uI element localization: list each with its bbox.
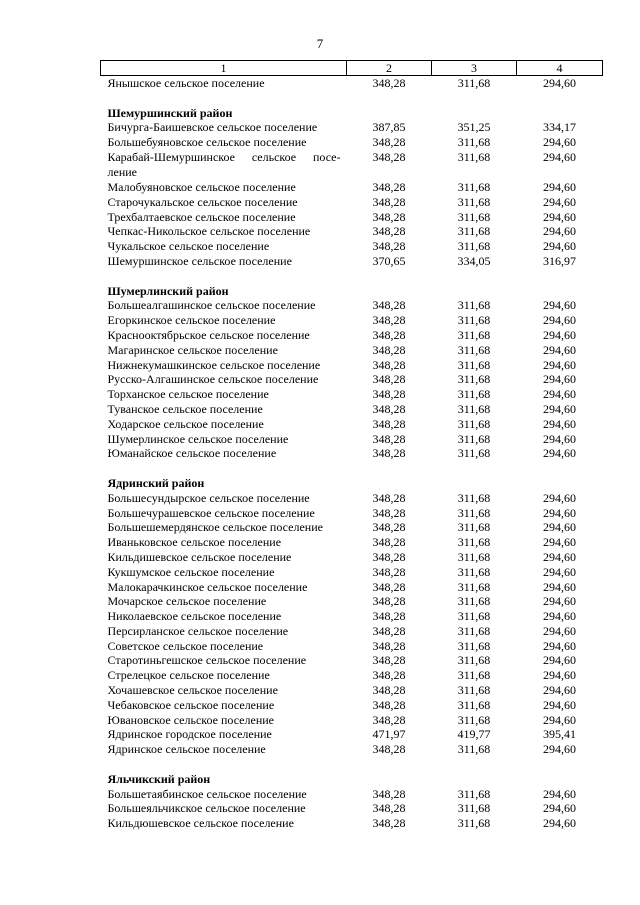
- district-heading: Яльчикский район: [107, 771, 211, 786]
- value-col-3: 311,68: [457, 209, 491, 224]
- spacer-row: [101, 269, 603, 284]
- value-col-3: 311,68: [457, 239, 491, 254]
- value-col-2: 348,28: [372, 683, 406, 698]
- value-col-2: 348,28: [372, 135, 406, 150]
- table-header-row: [101, 61, 603, 76]
- table-row: [101, 180, 603, 195]
- settlement-name: Мочарское сельское поселение: [107, 594, 267, 609]
- value-col-3: 311,68: [457, 535, 491, 550]
- value-col-4: 294,60: [543, 135, 576, 150]
- value-col-4: 294,60: [543, 505, 576, 520]
- settlement-name: Егоркинское сельское поселение: [107, 313, 276, 328]
- settlement-name: Шумерлинское сельское поселение: [107, 431, 289, 446]
- page-number: 7: [316, 36, 324, 51]
- table-row: [101, 372, 603, 387]
- value-col-4: 294,60: [543, 342, 576, 357]
- table-row: [101, 446, 603, 461]
- value-col-2: 471,97: [372, 727, 406, 742]
- column-header-4: 4: [517, 61, 603, 76]
- spacer-cell: [101, 91, 603, 106]
- value-col-3: 311,68: [457, 653, 491, 668]
- value-col-4: 294,60: [543, 594, 576, 609]
- settlement-name: Нижнекумашкинское сельское поселение: [107, 357, 321, 372]
- spacer-row: [101, 91, 603, 106]
- value-col-4: 294,60: [543, 535, 576, 550]
- value-col-3: 311,68: [457, 697, 491, 712]
- value-col-3: 311,68: [457, 609, 491, 624]
- district-heading-row: [101, 106, 603, 121]
- value-col-4: 294,60: [543, 549, 576, 564]
- value-col-3: 311,68: [457, 313, 491, 328]
- value-col-2: 348,28: [372, 786, 406, 801]
- spacer-cell: [101, 757, 603, 772]
- spacer-row: [101, 757, 603, 772]
- value-col-2: 348,28: [372, 549, 406, 564]
- value-col-3: 311,68: [457, 149, 491, 164]
- table-row: [101, 520, 603, 535]
- table-row: [101, 298, 603, 313]
- table-row: [101, 313, 603, 328]
- table-row: [101, 76, 603, 91]
- value-col-2: 348,28: [372, 342, 406, 357]
- value-col-2: 348,28: [372, 564, 406, 579]
- settlement-name: Трехбалтаевское сельское поселение: [107, 209, 296, 224]
- value-col-4: 294,60: [543, 76, 576, 90]
- value-col-4: 294,60: [543, 653, 576, 668]
- table-row: [101, 506, 603, 521]
- spacer-cell: [101, 461, 603, 476]
- table-row: [101, 387, 603, 402]
- value-col-3: 311,68: [457, 564, 491, 579]
- settlement-name: Большеалгашинское сельское поселение: [107, 298, 316, 313]
- value-col-4: 294,60: [543, 816, 576, 831]
- settlement-name: Торханское сельское поселение: [107, 387, 269, 402]
- table-row: [101, 727, 603, 742]
- settlement-name: Большетаябинское сельское поселение: [107, 786, 307, 801]
- table-row: [101, 432, 603, 447]
- district-heading-row: [101, 772, 603, 787]
- table-row: [101, 135, 603, 150]
- value-col-2: 348,28: [372, 387, 406, 402]
- value-col-3: 311,68: [457, 579, 491, 594]
- value-col-4: 294,60: [543, 801, 576, 816]
- table-row: [101, 417, 603, 432]
- table-row: [101, 787, 603, 802]
- table-row: [101, 358, 603, 373]
- table-row: [101, 624, 603, 639]
- value-col-3: 311,68: [457, 490, 491, 505]
- value-col-2: 348,28: [372, 609, 406, 624]
- value-col-3: 311,68: [457, 416, 491, 431]
- settlement-name: Хочашевское сельское поселение: [107, 683, 278, 698]
- value-col-3: 311,68: [457, 135, 491, 150]
- district-heading-row: [101, 284, 603, 299]
- value-col-2: 348,28: [372, 224, 406, 239]
- table-row: [101, 639, 603, 654]
- value-col-3: 311,68: [457, 431, 491, 446]
- value-col-3: 419,77: [457, 727, 491, 742]
- value-col-3: 351,25: [457, 120, 491, 135]
- spacer-row: [101, 461, 603, 476]
- value-col-3: 311,68: [457, 342, 491, 357]
- value-col-2: 348,28: [372, 742, 406, 757]
- value-col-2: 348,28: [372, 712, 406, 727]
- value-col-2: 348,28: [372, 298, 406, 313]
- value-col-2: 348,28: [372, 594, 406, 609]
- value-col-2: 348,28: [372, 638, 406, 653]
- district-heading-row: [101, 476, 603, 491]
- settlement-name: Малобуяновское сельское поселение: [107, 179, 296, 194]
- value-col-2: 348,28: [372, 431, 406, 446]
- table-row: [101, 224, 603, 239]
- settlement-name: Русско-Алгашинское сельское поселение: [107, 372, 319, 387]
- settlement-name: Янышское сельское поселение: [107, 76, 265, 90]
- settlement-name: Иваньковское сельское поселение: [107, 535, 282, 550]
- value-col-4: 294,60: [543, 179, 576, 194]
- table-row: [101, 343, 603, 358]
- value-col-4: 294,60: [543, 416, 576, 431]
- value-col-3: 311,68: [457, 387, 491, 402]
- value-col-4: 294,60: [543, 623, 576, 638]
- table-row: [101, 239, 603, 254]
- settlement-name: Николаевское сельское поселение: [107, 609, 282, 624]
- value-col-4: 294,60: [543, 313, 576, 328]
- value-col-4: 294,60: [543, 224, 576, 239]
- settlement-name: Стрелецкое сельское поселение: [107, 668, 270, 683]
- table-row: [101, 801, 603, 816]
- value-col-4: 294,60: [543, 401, 576, 416]
- value-col-4: 294,60: [543, 579, 576, 594]
- value-col-2: 348,28: [372, 668, 406, 683]
- value-col-3: 311,68: [457, 668, 491, 683]
- value-col-2: 348,28: [372, 76, 406, 90]
- table-row: [101, 210, 603, 225]
- column-header-2: 2: [347, 61, 432, 76]
- table-row: [101, 713, 603, 728]
- table-row: [101, 535, 603, 550]
- value-col-2: 348,28: [372, 490, 406, 505]
- table-row: [101, 491, 603, 506]
- settlement-name: Чукальское сельское поселение: [107, 239, 270, 254]
- column-header-1: 1: [101, 61, 347, 76]
- value-col-2: 348,28: [372, 149, 406, 164]
- value-col-2: 348,28: [372, 535, 406, 550]
- table-row: [101, 683, 603, 698]
- value-col-3: 311,68: [457, 179, 491, 194]
- settlement-name: Ядринское сельское поселение: [107, 742, 266, 757]
- value-col-4: 294,60: [543, 298, 576, 313]
- district-heading: Ядринский район: [107, 475, 205, 490]
- settlement-name: Карабай-Шемуршинское сельское посе-ление: [107, 149, 341, 179]
- settlement-name: Туванское сельское поселение: [107, 401, 263, 416]
- settlement-name: Ходарское сельское поселение: [107, 416, 264, 431]
- value-col-3: 311,68: [457, 298, 491, 313]
- value-col-2: 348,28: [372, 579, 406, 594]
- value-col-4: 294,60: [543, 431, 576, 446]
- value-col-2: 348,28: [372, 313, 406, 328]
- value-col-2: 387,85: [372, 120, 406, 135]
- value-col-2: 348,28: [372, 372, 406, 387]
- value-col-4: 294,60: [543, 194, 576, 209]
- settlement-name: Большесундырское сельское поселение: [107, 490, 310, 505]
- value-col-3: 311,68: [457, 194, 491, 209]
- value-col-3: 311,68: [457, 372, 491, 387]
- value-col-3: 311,68: [457, 742, 491, 757]
- value-col-2: 348,28: [372, 653, 406, 668]
- table-row: [101, 698, 603, 713]
- spacer-cell: [101, 269, 603, 284]
- table-row: [101, 580, 603, 595]
- table-row: [101, 550, 603, 565]
- value-col-2: 348,28: [372, 194, 406, 209]
- value-col-2: 348,28: [372, 446, 406, 461]
- value-col-4: 334,17: [543, 120, 576, 135]
- value-col-3: 311,68: [457, 712, 491, 727]
- value-col-2: 348,28: [372, 357, 406, 372]
- settlement-name: Чепкас-Никольское сельское поселение: [107, 224, 311, 239]
- value-col-3: 311,68: [457, 327, 491, 342]
- value-col-4: 294,60: [543, 387, 576, 402]
- settlement-name: Кукшумское сельское поселение: [107, 564, 275, 579]
- table-row: [101, 328, 603, 343]
- value-col-3: 311,68: [457, 76, 491, 90]
- value-col-4: 294,60: [543, 742, 576, 757]
- value-col-2: 348,28: [372, 179, 406, 194]
- value-col-3: 311,68: [457, 801, 491, 816]
- value-col-4: 294,60: [543, 520, 576, 535]
- value-col-3: 311,68: [457, 816, 491, 831]
- value-col-4: 294,60: [543, 490, 576, 505]
- settlement-name: Персирланское сельское поселение: [107, 623, 289, 638]
- settlement-name: Старочукальское сельское поселение: [107, 194, 298, 209]
- column-header-3: 3: [432, 61, 517, 76]
- value-col-4: 294,60: [543, 564, 576, 579]
- table-body: [101, 76, 603, 832]
- settlement-name: Большешемердянское сельское поселение: [107, 520, 323, 535]
- value-col-4: 294,60: [543, 149, 576, 164]
- settlement-name: Ядринское городское поселение: [107, 727, 272, 742]
- settlement-name: Бичурга-Баишевское сельское поселение: [107, 120, 318, 135]
- value-col-2: 348,28: [372, 416, 406, 431]
- value-col-3: 311,68: [457, 224, 491, 239]
- table-row: [101, 254, 603, 269]
- value-col-4: 294,60: [543, 638, 576, 653]
- settlement-name: Юманайское сельское поселение: [107, 446, 277, 461]
- settlement-name: Большебуяновское сельское поселение: [107, 135, 307, 150]
- settlement-name: Чебаковское сельское поселение: [107, 697, 275, 712]
- table-row: [101, 565, 603, 580]
- settlement-name: Шемуршинское сельское поселение: [107, 253, 292, 268]
- district-heading: Шумерлинский район: [107, 283, 229, 298]
- value-col-3: 311,68: [457, 505, 491, 520]
- value-col-3: 311,68: [457, 446, 491, 461]
- value-col-4: 294,60: [543, 209, 576, 224]
- table-row: [101, 668, 603, 683]
- settlement-name: Старотиньгешское сельское поселение: [107, 653, 307, 668]
- value-col-2: 348,28: [372, 520, 406, 535]
- table-row: [101, 195, 603, 210]
- settlement-name: Краснооктябрьское сельское поселение: [107, 327, 310, 342]
- value-col-2: 348,28: [372, 801, 406, 816]
- value-col-2: 348,28: [372, 697, 406, 712]
- table-row: [101, 609, 603, 624]
- value-col-4: 316,97: [543, 253, 576, 268]
- value-col-4: 294,60: [543, 357, 576, 372]
- district-heading: Шемуршинский район: [107, 105, 233, 120]
- value-col-4: 294,60: [543, 712, 576, 727]
- value-col-3: 311,68: [457, 520, 491, 535]
- value-col-3: 311,68: [457, 549, 491, 564]
- value-col-3: 311,68: [457, 786, 491, 801]
- value-col-4: 395,41: [543, 727, 576, 742]
- value-col-2: 348,28: [372, 209, 406, 224]
- table-row: [101, 402, 603, 417]
- table-row: [101, 150, 603, 180]
- table-row: [101, 653, 603, 668]
- table-row: [101, 594, 603, 609]
- settlement-name: Кильдишевское сельское поселение: [107, 549, 292, 564]
- table-row: [101, 816, 603, 831]
- value-col-2: 370,65: [372, 253, 406, 268]
- value-col-4: 294,60: [543, 683, 576, 698]
- value-col-3: 311,68: [457, 638, 491, 653]
- value-col-3: 311,68: [457, 683, 491, 698]
- value-col-3: 311,68: [457, 357, 491, 372]
- value-col-2: 348,28: [372, 327, 406, 342]
- value-col-4: 294,60: [543, 668, 576, 683]
- value-col-4: 294,60: [543, 697, 576, 712]
- value-col-2: 348,28: [372, 623, 406, 638]
- value-col-2: 348,28: [372, 239, 406, 254]
- table-row: [101, 120, 603, 135]
- value-col-3: 311,68: [457, 594, 491, 609]
- value-col-3: 334,05: [457, 253, 491, 268]
- value-col-4: 294,60: [543, 609, 576, 624]
- value-col-2: 348,28: [372, 505, 406, 520]
- tariff-table: [100, 60, 603, 831]
- settlement-name: Большечурашевское сельское поселение: [107, 505, 315, 520]
- settlement-name: Ювановское сельское поселение: [107, 712, 274, 727]
- settlement-name: Кильдюшевское сельское поселение: [107, 816, 294, 831]
- value-col-4: 294,60: [543, 372, 576, 387]
- table-row: [101, 742, 603, 757]
- value-col-4: 294,60: [543, 786, 576, 801]
- value-col-3: 311,68: [457, 623, 491, 638]
- value-col-4: 294,60: [543, 446, 576, 461]
- value-col-2: 348,28: [372, 816, 406, 831]
- value-col-3: 311,68: [457, 401, 491, 416]
- value-col-2: 348,28: [372, 401, 406, 416]
- settlement-name: Большеяльчикское сельское поселение: [107, 801, 306, 816]
- settlement-name: Советское сельское поселение: [107, 638, 264, 653]
- value-col-4: 294,60: [543, 327, 576, 342]
- settlement-name: Магаринское сельское поселение: [107, 342, 278, 357]
- value-col-4: 294,60: [543, 239, 576, 254]
- settlement-name: Малокарачкинское сельское поселение: [107, 579, 308, 594]
